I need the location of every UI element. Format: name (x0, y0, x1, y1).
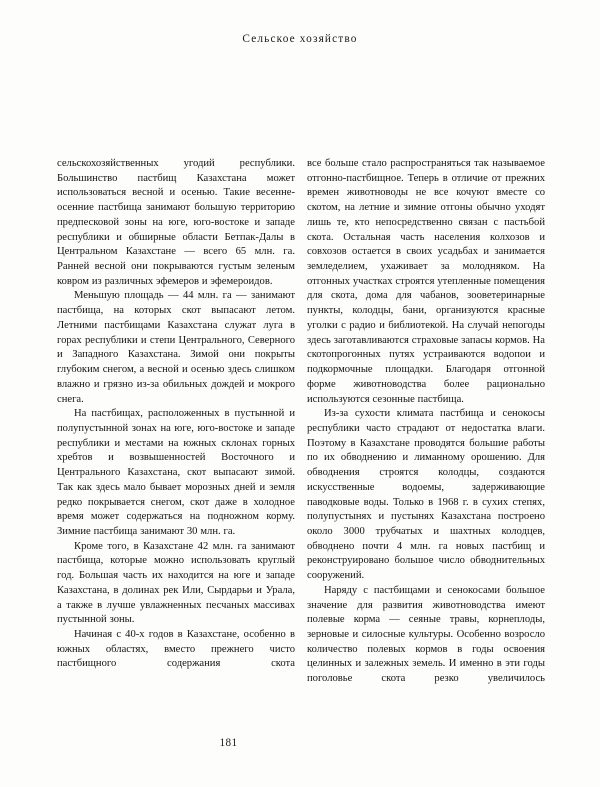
paragraph: Наряду с пастбищами и сенокосами большое значение для развития животноводства имеют полевые корма — сеяные травы, корнеплоды, зерновые и силосные культуры. Особенно возросло количество полевых кормов в годы освоения целинных и залежных земель. И именно в эти годы поголовье скота резко увеличилось (307, 584, 545, 685)
paragraph: Начиная с 40-х годов в Казахстане, особенно в южных областях, вместо прежнего чисто пастбищного содержания скота (57, 629, 295, 670)
right-column (307, 157, 545, 722)
paragraph: Кроме того, в Казахстане 42 млн. га занимают пастбища, которые можно использовать круглый год. Большая часть их находится на юге и западе Казахстана, в долинах рек Или, Сырдарьи и Урала, а также в лучше увлажненных песчаных массивах пустынной зоны. (57, 540, 295, 626)
paragraph: Из-за сухости климата пастбища и сенокосы республики часто страдают от недостатка влаги. Поэтому в Казахстане проводятся большие работы по их обводнению и лиманному орошению. Для обводнения строятся колодцы, создаются искусственные водоемы, задерживающие паводковые воды. Только в 1968 г. в сухих степях, полупустынях и пустынях Казахстана построено около 3000 трубчатых и шахтных колодцев, обводнено почти 4 млн. га новых пастбищ и реконструировано большое число обводнительных сооружений. (307, 408, 545, 582)
paragraph: Меньшую площадь — 44 млн. га — занимают пастбища, на которых скот выпасают летом. Летними пастбищами Казахстана служат луга в горах республики и степи Центрального, Северного и Западного Казахстана. Зимой они покрыты глубоким снегом, а весной и осенью здесь слишком влажно и грязно из-за обильных дождей и мокрого снега. (57, 290, 295, 405)
paragraph: все больше стало распространяться так называемое отгонно-пастбищное. Теперь в отличие от прежних времен животноводы не все кочуют вместе со скотом, на летние и зимние отгоны обычно уходят лишь те, кто непосредственно связан с пастьбой скота. Остальная часть населения колхозов и совхозов остается в своих усадьбах и занимается земледелием, ухаживает за молодняком. На отгонных участках строятся утепленные помещения для скота, дома для чабанов, зооветеринарные пункты, колодцы, бани, организуются красные уголки с радио и библиотекой. На случай непогоды здесь заготавливаются страховые запасы кормов. На скотопрогонных путях устраиваются водопои и подкормочные площадки. Благодаря отгонной форме животноводства более рационально используются сезонные пастбища. (307, 158, 545, 405)
paragraph: На пастбищах, расположенных в пустынной и полупустынной зонах на юге, юго-востоке и западе республики и местами на южных склонах горных хребтов и возвышенностей Восточного и Центрального Казахстана, скот выпасают зимой. Так как здесь мало бывает морозных дней и земля редко покрывается снегом, скот даже в холодное время может содержаться на подножном корму. Зимние пастбища занимают 30 млн. га. (57, 408, 295, 537)
paragraph: сельскохозяйственных угодий республики. Большинство пастбищ Казахстана может использоваться весной и осенью. Такие весенне-осенние пастбища занимают большую территорию предпесковой зоны на юге, юго-востоке и западе республики и обширные области Бетпак-Далы в Центральном Казахстане — всего 65 млн. га. Ранней весной они покрываются густым зеленым ковром из различных эфемеров и эфемероидов. (57, 158, 295, 287)
left-column (57, 157, 295, 722)
text-body (57, 157, 545, 722)
page-number: 181 (219, 737, 238, 749)
running-header: Сельское хозяйство (242, 33, 358, 45)
